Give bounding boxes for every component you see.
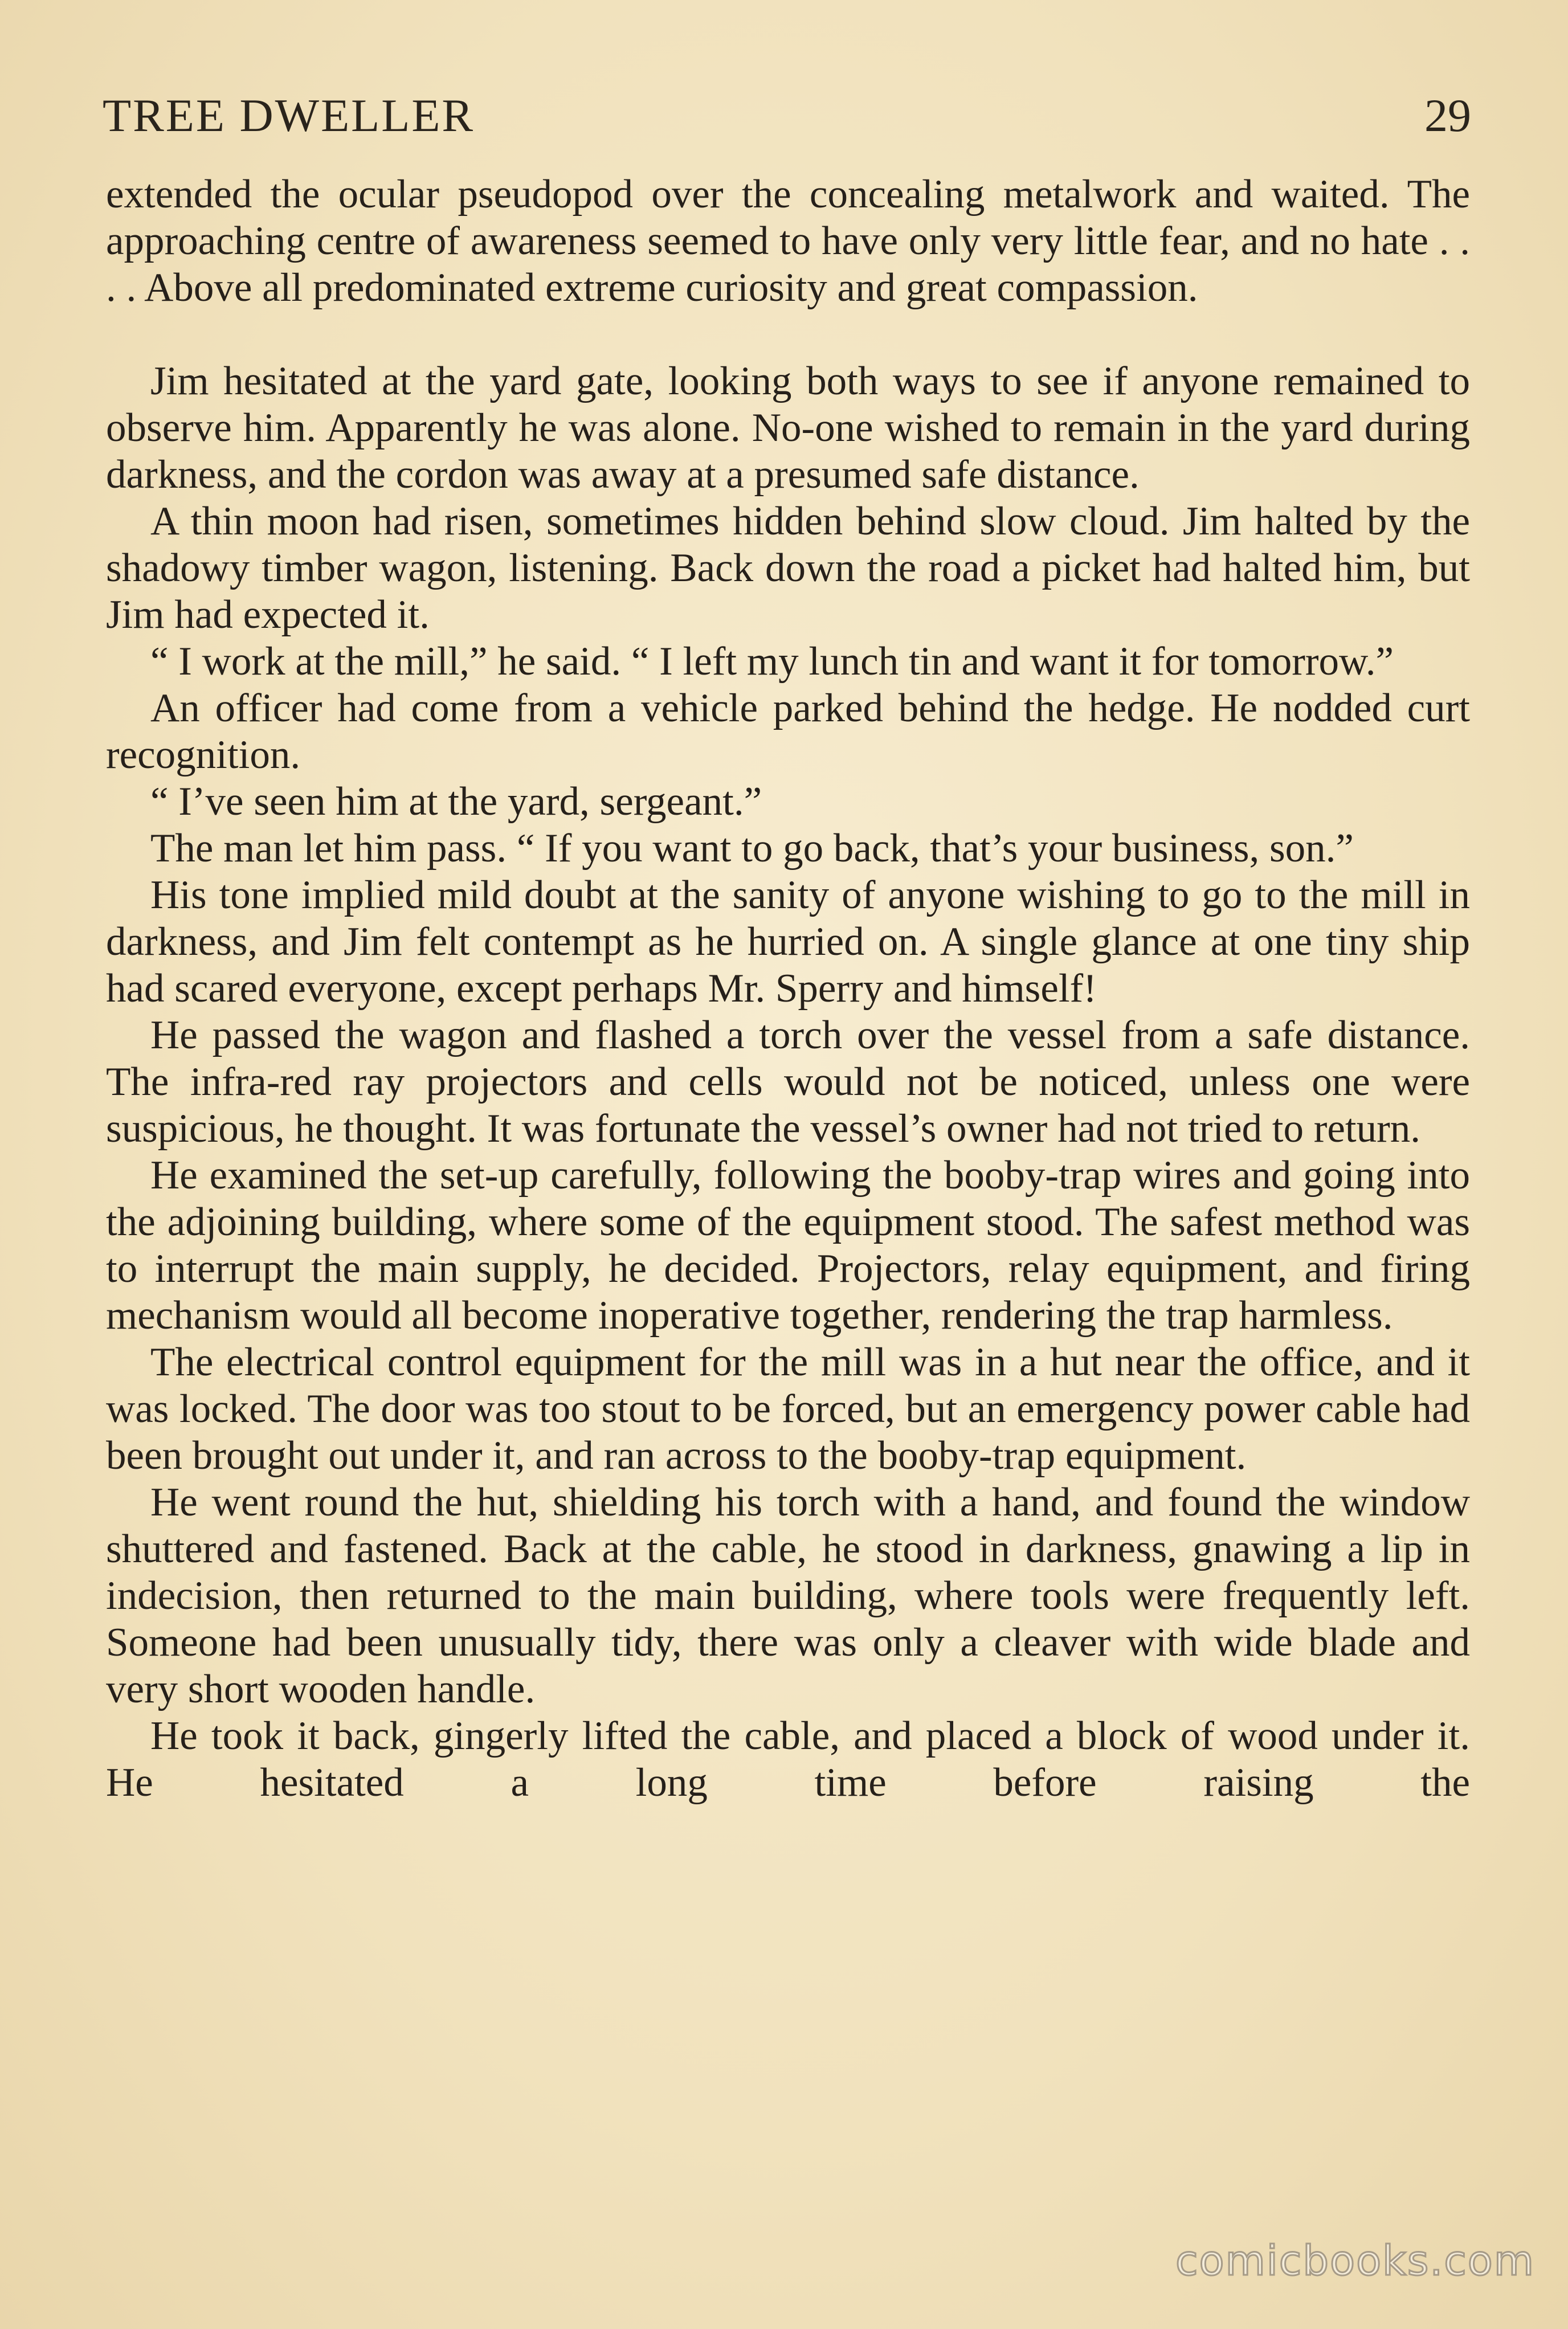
paragraph: A thin moon had risen, sometimes hidden behind slow cloud. Jim halted by the shadowy timber wagon, listening. Back down the road a picket had halted him, but Jim had expected it.	[106, 499, 1470, 637]
paragraph: He examined the set-up carefully, following the booby-trap wires and going into the adjoining building, where some of the equipment stood. The safest method was to interrupt the main supply, he decided. Projectors, relay equipment, and firing mechanism would all become inoperative together, rendering the trap harmless.	[106, 1153, 1470, 1338]
page-number: 29	[1424, 89, 1471, 141]
paragraph: Jim hesitated at the yard gate, looking both ways to see if anyone remained to observe him. Apparently he was alone. No-one wished to remain in the yard during darkness, and the cordon was away at a presumed safe distance.	[106, 359, 1470, 497]
paragraph: extended the ocular pseudopod over the concealing metalwork and waited. The approaching centre of awareness seemed to have only very little fear, and no hate . . . . Above all predominated extreme curiosity and great compassion.	[106, 172, 1470, 310]
paragraph: The man let him pass. “ If you want to go back, that’s your business, son.”	[150, 826, 1354, 871]
paragraph: An officer had come from a vehicle parked behind the hedge. He nodded curt recognition.	[106, 686, 1470, 777]
watermark: comicbooks.com	[1175, 2237, 1535, 2285]
running-head: TREE DWELLER	[103, 89, 475, 141]
page-header	[103, 84, 1471, 147]
paragraph: He went round the hut, shielding his torch with a hand, and found the window shuttered and fastened. Back at the cable, he stood in darkness, gnawing a lip in indecision, then returned to the main building, where tools were frequently left. Someone had been unusually tidy, there was only a cleaver with wide blade and very short wooden handle.	[106, 1480, 1470, 1711]
paragraph: The electrical control equipment for the mill was in a hut near the office, and it was locked. The door was too stout to be forced, but an emergency power cable had been brought out under it, and ran across to the booby-trap equipment.	[106, 1340, 1470, 1478]
paragraph: He took it back, gingerly lifted the cable, and placed a block of wood under it. He hesitated a long time before raising the	[106, 1714, 1470, 1805]
body-text	[106, 171, 1470, 1806]
paragraph: “ I’ve seen him at the yard, sergeant.”	[150, 779, 762, 824]
paragraph: “ I work at the mill,” he said. “ I left my lunch tin and want it for tomorrow.”	[150, 639, 1394, 684]
paragraph: He passed the wagon and flashed a torch over the vessel from a safe distance. The infra-red ray projectors and cells would not be noticed, unless one were suspicious, he thought. It was fortunate the vessel’s owner had not tried to return.	[106, 1013, 1470, 1151]
paragraph: His tone implied mild doubt at the sanity of anyone wishing to go to the mill in darkness, and Jim felt contempt as he hurried on. A single glance at one tiny ship had scared everyone, except perhaps Mr. Sperry and himself!	[106, 873, 1470, 1011]
section-break	[106, 311, 1470, 358]
